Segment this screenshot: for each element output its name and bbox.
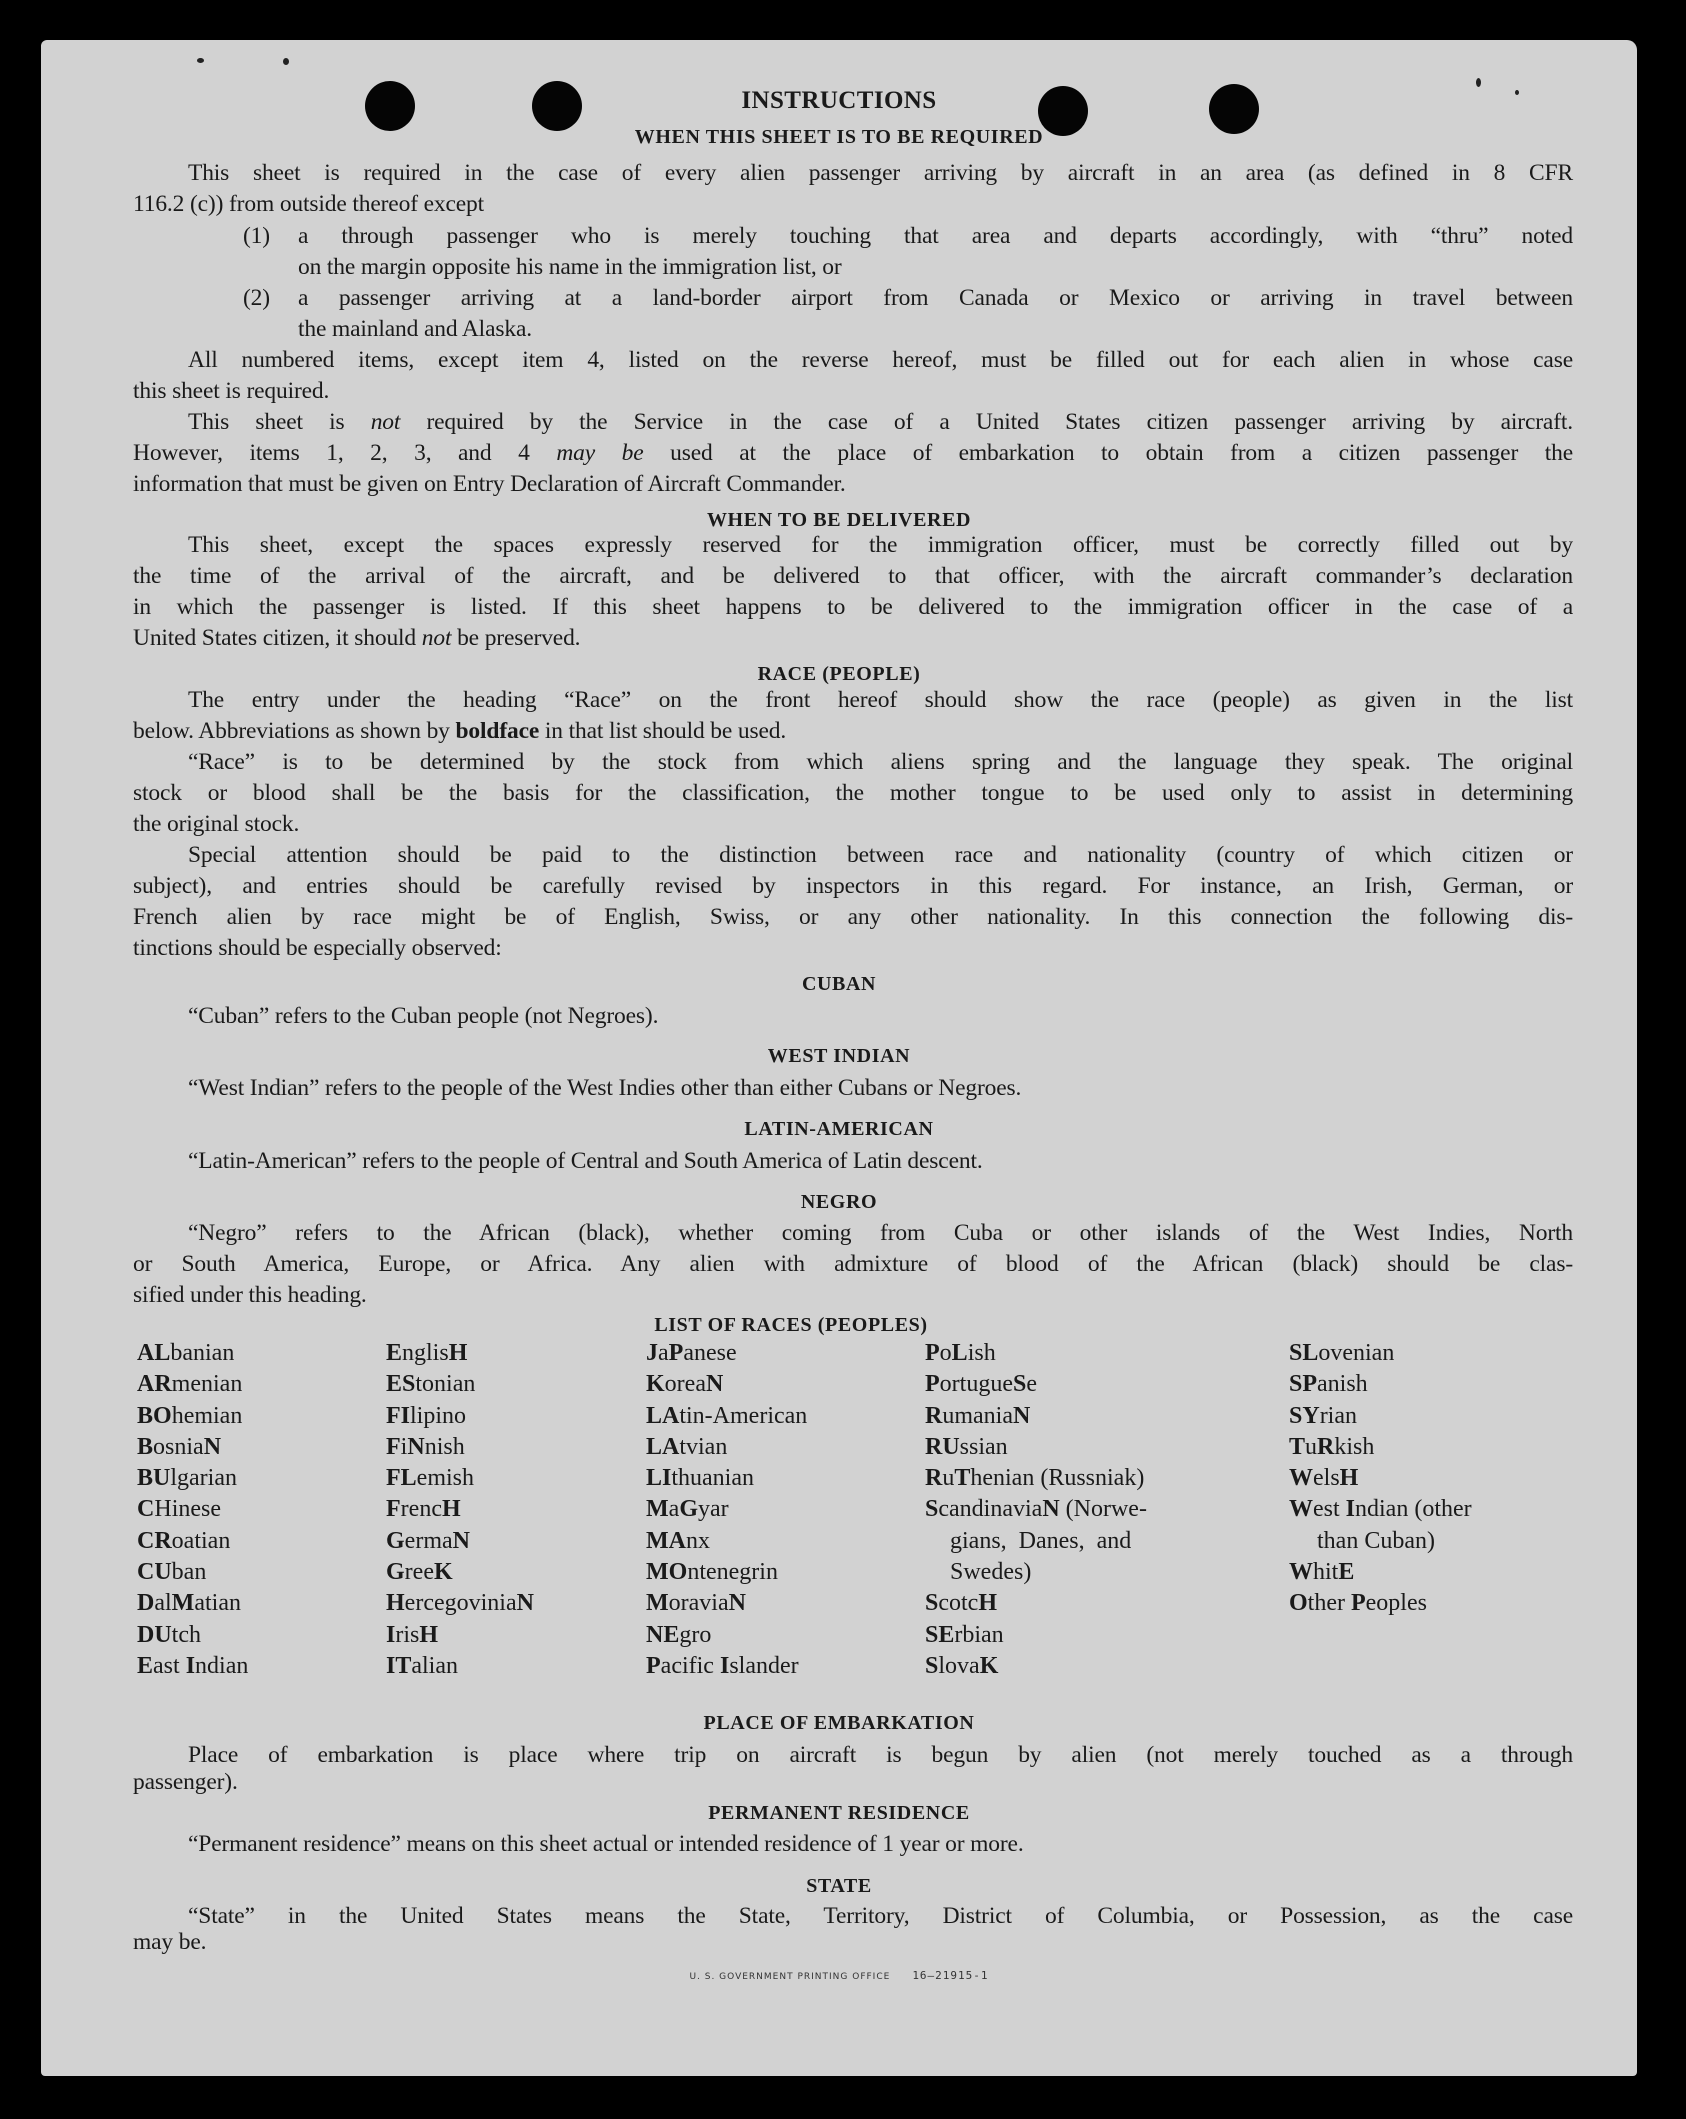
race-item: GermaN: [386, 1527, 470, 1554]
race-item: RUssian: [925, 1433, 1008, 1460]
para-not-required-line-2: However, items 1, 2, 3, and 4 may be used at the place of embarkation to obtain from a citizen passenger the: [133, 440, 1574, 466]
page-title: INSTRUCTIONS: [741, 87, 937, 114]
race-item: DalMatian: [137, 1590, 241, 1617]
race-item: MAnx: [646, 1527, 710, 1554]
races-column-5: [1289, 1338, 1472, 1620]
race-item: SlovaK: [925, 1652, 999, 1679]
races-column-4: [925, 1338, 1147, 1682]
heading-west-indian: WEST INDIAN: [767, 1045, 911, 1067]
para-delivered-line-2: the time of the arrival of the aircraft, and be delivered to that officer, with the aircraft commander’s declaration: [133, 563, 1573, 589]
race-item: BosniaN: [137, 1433, 222, 1460]
item-1-line-2: on the margin opposite his name in the immigration list, or: [298, 254, 842, 280]
ink-speck: [1476, 78, 1481, 87]
para-delivered-line-1: This sheet, except the spaces expressly reserved for the immigration officer, must be correctly filled out by: [188, 532, 1573, 558]
race-item: NEgro: [646, 1621, 712, 1648]
race-item: KoreaN: [646, 1371, 724, 1398]
para-race-3-line-2: subject), and entries should be carefully revised by inspectors in this regard. For instance, an Irish, German, or: [133, 873, 1573, 899]
race-item: SLovenian: [1289, 1340, 1395, 1366]
race-item: LAtvian: [646, 1433, 728, 1460]
race-item: MoraviaN: [646, 1590, 746, 1617]
para-required-line-1: This sheet is required in the case of every alien passenger arriving by aircraft in an area (as defined in 8 CFR: [188, 160, 1573, 186]
para-negro-line-2: or South America, Europe, or Africa. Any alien with admixture of blood of the African (black) should be clas-: [133, 1251, 1573, 1277]
item-2-line-2: the mainland and Alaska.: [298, 316, 532, 342]
heading-list-of-races: LIST OF RACES (PEOPLES): [654, 1314, 928, 1336]
race-item: IrisH: [386, 1621, 439, 1648]
race-item: JaPanese: [646, 1340, 737, 1366]
para-race-1-line-1: The entry under the heading “Race” on the front hereof should show the race (people) as given in the list: [188, 687, 1573, 713]
race-item: PortugueSe: [925, 1371, 1037, 1398]
para-embarkation-line-1: Place of embarkation is place where trip on aircraft is begun by alien (not merely touched as a through: [188, 1742, 1573, 1768]
heading-negro: NEGRO: [800, 1191, 878, 1213]
race-item: ITalian: [386, 1652, 458, 1679]
races-column-1: [137, 1338, 248, 1682]
printer-name: U. S. GOVERNMENT PRINTING OFFICE: [689, 1972, 891, 1982]
para-delivered-line-3: in which the passenger is listed. If this sheet happens to be delivered to the immigration officer in the case of a: [133, 594, 1573, 620]
race-item: SPanish: [1289, 1371, 1368, 1398]
ink-speck: [197, 58, 204, 63]
race-item: CUban: [137, 1559, 207, 1586]
race-item: MOntenegrin: [646, 1559, 778, 1586]
para-embarkation-line-2: passenger).: [133, 1769, 238, 1795]
item-2-line-1: a passenger arriving at a land-border airport from Canada or Mexico or arriving in travel between: [298, 285, 1573, 311]
races-column-3: [646, 1338, 807, 1682]
race-item: WhitE: [1289, 1559, 1355, 1586]
para-residence: “Permanent residence” means on this sheet actual or intended residence of 1 year or more.: [188, 1831, 1024, 1857]
race-item: DUtch: [137, 1621, 201, 1648]
race-item: HercegoviniaN: [386, 1590, 534, 1617]
para-race-3-line-1: Special attention should be paid to the distinction between race and nationality (country of which citizen or: [188, 842, 1573, 868]
para-race-2-line-2: stock or blood shall be the basis for the classification, the mother tongue to be used only to assist in determining: [133, 780, 1573, 806]
race-item: SYrian: [1289, 1402, 1357, 1429]
para-state-line-2: may be.: [133, 1929, 207, 1955]
para-numbered-items-line-2: this sheet is required.: [133, 378, 330, 404]
printer-footer: [41, 1969, 1637, 1982]
para-not-required-line-1: This sheet is not required by the Service in the case of a United States citizen passenger arriving by aircraft.: [188, 409, 1573, 435]
para-race-2-line-3: the original stock.: [133, 811, 300, 837]
race-item: LIthuanian: [646, 1465, 754, 1492]
para-west-indian: “West Indian” refers to the people of the West Indies other than either Cubans or Negroes.: [188, 1075, 1022, 1101]
item-2-number: (2): [243, 285, 270, 311]
race-item: WelsH: [1289, 1465, 1359, 1492]
race-item: BUlgarian: [137, 1465, 237, 1492]
heading-race: RACE (PEOPLE): [757, 663, 921, 685]
heading-when-delivered: WHEN TO BE DELIVERED: [706, 509, 972, 531]
para-latin-american: “Latin-American” refers to the people of Central and South America of Latin descent.: [188, 1148, 983, 1174]
race-item: CRoatian: [137, 1527, 231, 1554]
heading-state: STATE: [806, 1875, 872, 1897]
race-item: ScandinaviaN (Norwe-: [925, 1496, 1147, 1523]
race-item: FIlipino: [386, 1402, 467, 1429]
para-race-3-line-4: tinctions should be especially observed:: [133, 935, 502, 961]
race-item: Other Peoples: [1289, 1590, 1427, 1617]
para-negro-line-3: sified under this heading.: [133, 1282, 367, 1308]
para-delivered-line-4: United States citizen, it should not be preserved.: [133, 625, 581, 651]
races-column-2: [386, 1338, 534, 1682]
race-item: FrencH: [386, 1496, 461, 1523]
race-item: FiNnish: [386, 1433, 465, 1460]
race-item: than Cuban): [1317, 1527, 1435, 1554]
race-item: PoLish: [925, 1340, 996, 1366]
heading-latin-american: LATIN-AMERICAN: [744, 1118, 934, 1140]
race-item: Swedes): [950, 1559, 1032, 1586]
race-item: ALbanian: [137, 1340, 235, 1366]
race-item: ScotcH: [925, 1590, 998, 1617]
race-item: RumaniaN: [925, 1402, 1031, 1429]
heading-when-required: WHEN THIS SHEET IS TO BE REQUIRED: [634, 126, 1044, 148]
para-state-line-1: “State” in the United States means the State, Territory, District of Columbia, or Possession, as the case: [188, 1903, 1573, 1929]
ink-speck: [283, 58, 289, 65]
para-cuban: “Cuban” refers to the Cuban people (not Negroes).: [188, 1003, 659, 1029]
race-item: ARmenian: [137, 1371, 243, 1398]
para-race-2-line-1: “Race” is to be determined by the stock from which aliens spring and the language they speak. The original: [188, 749, 1573, 775]
item-1-number: (1): [243, 223, 270, 249]
race-item: MaGyar: [646, 1496, 729, 1523]
para-not-required-line-3: information that must be given on Entry Declaration of Aircraft Commander.: [133, 471, 846, 497]
race-item: West Indian (other: [1289, 1496, 1472, 1523]
form-code: 16—21915-1: [912, 1969, 989, 1982]
heading-cuban: CUBAN: [801, 973, 877, 995]
race-item: BOhemian: [137, 1402, 243, 1429]
para-negro-line-1: “Negro” refers to the African (black), whether coming from Cuba or other islands of the West Indies, North: [188, 1220, 1573, 1246]
para-race-3-line-3: French alien by race might be of English, Swiss, or any other nationality. In this connection the following dis-: [133, 904, 1573, 930]
para-required-line-2: 116.2 (c)) from outside thereof except: [133, 191, 485, 217]
race-item: FLemish: [386, 1465, 474, 1492]
race-item: East Indian: [137, 1652, 249, 1679]
document-page: [41, 40, 1637, 2076]
para-numbered-items-line-1: All numbered items, except item 4, listed on the reverse hereof, must be filled out for each alien in whose case: [188, 347, 1573, 373]
race-item: RuThenian (Russniak): [925, 1465, 1145, 1492]
item-1-line-1: a through passenger who is merely touching that area and departs accordingly, with “thru” noted: [298, 223, 1573, 249]
race-item: TuRkish: [1289, 1433, 1375, 1460]
race-item: EStonian: [386, 1371, 476, 1398]
race-item: CHinese: [137, 1496, 221, 1523]
race-item: Pacific Islander: [646, 1652, 799, 1679]
para-race-1-line-2: below. Abbreviations as shown by boldface in that list should be used.: [133, 718, 787, 744]
race-item: GreeK: [386, 1559, 453, 1586]
race-item: LAtin-American: [646, 1402, 808, 1429]
race-item: EnglisH: [386, 1340, 468, 1366]
heading-embarkation: PLACE OF EMBARKATION: [703, 1712, 975, 1734]
race-item: SErbian: [925, 1621, 1004, 1648]
heading-residence: PERMANENT RESIDENCE: [708, 1802, 970, 1824]
race-item: gians, Danes, and: [950, 1527, 1132, 1554]
